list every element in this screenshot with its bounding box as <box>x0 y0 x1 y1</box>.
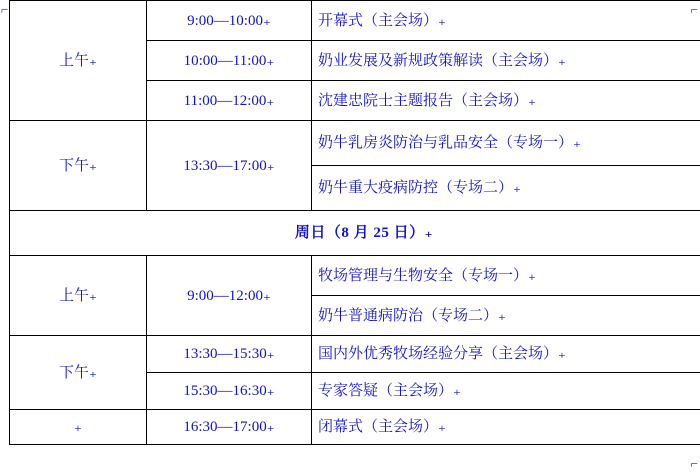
cell-period: ₊ <box>10 410 147 445</box>
schedule-table <box>9 0 700 445</box>
cell-time: 13:30—15:30₊ <box>147 336 312 373</box>
cell-period: 下午₊ <box>10 121 147 211</box>
table-row <box>10 1 700 41</box>
cell-topic: 开幕式（主会场）₊ <box>312 1 700 41</box>
cell-topic: 奶牛重大疫病防控（专场二）₊ <box>312 166 700 211</box>
cell-period: 上午₊ <box>10 256 147 336</box>
page-corner-mark-right-bottom: ⌐ <box>690 456 698 471</box>
cell-time: 9:00—10:00₊ <box>147 1 312 41</box>
cell-time: 13:30—17:00₊ <box>147 121 312 211</box>
cell-topic: 专家答疑（主会场）₊ <box>312 373 700 410</box>
cell-day-heading: 周日（8 月 25 日）₊ <box>10 211 700 256</box>
cell-time: 10:00—11:00₊ <box>147 41 312 81</box>
cell-topic: 沈建忠院士主题报告（主会场）₊ <box>312 81 700 121</box>
page-corner-mark-right-top: ⌐ <box>690 2 698 17</box>
cell-time: 15:30—16:30₊ <box>147 373 312 410</box>
table-row <box>10 121 700 166</box>
cell-topic: 牧场管理与生物安全（专场一）₊ <box>312 256 700 296</box>
cell-topic: 国内外优秀牧场经验分享（主会场）₊ <box>312 336 700 373</box>
table-row <box>10 336 700 373</box>
table-row <box>10 410 700 445</box>
cell-time: 16:30—17:00₊ <box>147 410 312 445</box>
page-corner-mark-left-top: ⌐ <box>1 2 9 17</box>
cell-period: 下午₊ <box>10 336 147 410</box>
cell-topic: 奶牛普通病防治（专场二）₊ <box>312 296 700 336</box>
cell-topic: 奶业发展及新规政策解读（主会场）₊ <box>312 41 700 81</box>
cell-topic: 奶牛乳房炎防治与乳品安全（专场一）₊ <box>312 121 700 166</box>
cell-time: 9:00—12:00₊ <box>147 256 312 336</box>
cell-time: 11:00—12:00₊ <box>147 81 312 121</box>
cell-topic: 闭幕式（主会场）₊ <box>312 410 700 445</box>
table-row <box>10 256 700 296</box>
table-row-daybar <box>10 211 700 256</box>
cell-period: 上午₊ <box>10 1 147 121</box>
